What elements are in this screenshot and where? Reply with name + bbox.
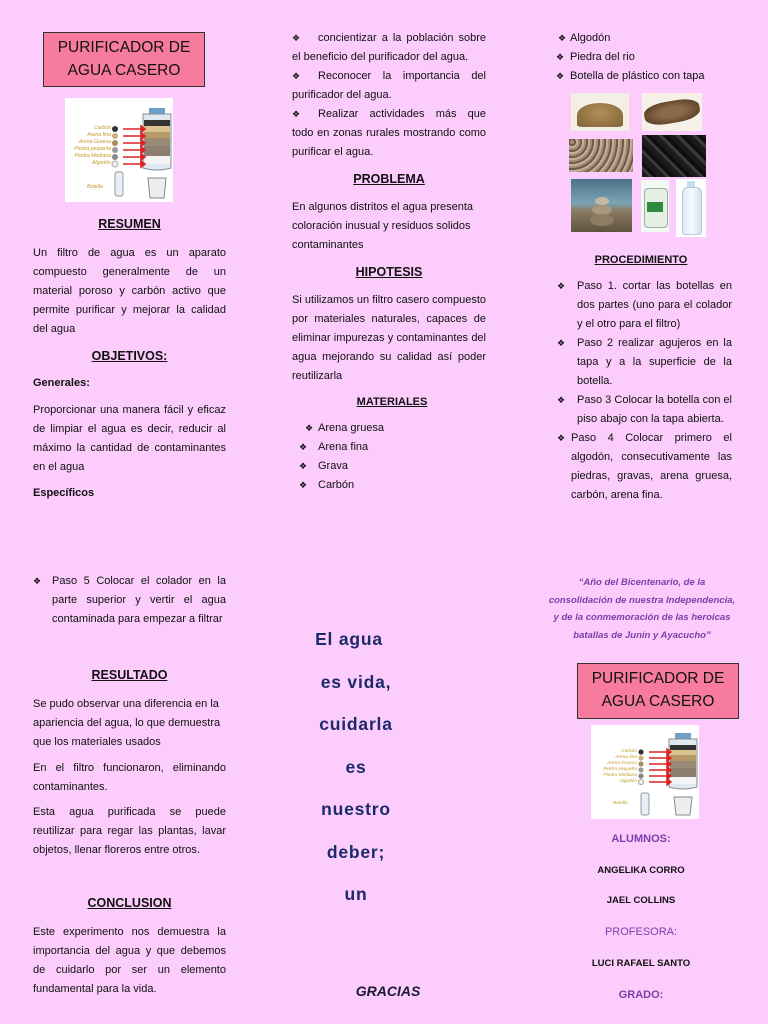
cotton-photo (641, 180, 669, 232)
diagram-label-piedra-pequena: Piedra pequeña (603, 767, 637, 772)
diamond-bullet-icon: ❖ (292, 109, 301, 119)
slogan-line-1: El agua (315, 629, 383, 649)
diamond-bullet-icon: ❖ (557, 338, 566, 348)
diagram-label-algodon: Algodón (91, 160, 111, 166)
resultado-p2: En el filtro funcionaron, eliminando contaminantes. (33, 762, 226, 793)
material-grava: Grava (318, 460, 348, 472)
alumno-2: JAEL COLLINS (606, 895, 676, 906)
list-item (292, 105, 486, 162)
materiales-list (299, 419, 479, 495)
gravel-photo (569, 139, 633, 172)
list-item (33, 572, 226, 629)
profesora-label: PROFESORA: (604, 926, 678, 938)
filter-diagram (65, 98, 173, 202)
brochure-title-front (43, 32, 205, 87)
resultado-p1: Se pudo observar una diferencia en la apariencia del agua, lo que demuestra que los materiales usados (33, 698, 221, 748)
title-text: PURIFICADOR DE AGUA CASERO (57, 39, 191, 79)
diamond-bullet-icon: ❖ (557, 433, 566, 443)
especificos-label: Específicos (33, 487, 95, 499)
resumen-heading: RESUMEN (98, 217, 161, 231)
list-item (299, 419, 479, 438)
list-item (556, 29, 746, 48)
objetivo-3: Realizar actividades más que todo en zonas rurales mostrando como purificar el agua. (292, 108, 486, 158)
list-item (556, 67, 746, 86)
slogan-line-6: deber; (326, 842, 386, 862)
materiales-cont-list (556, 29, 746, 86)
problema-heading: PROBLEMA (353, 172, 425, 186)
diagram-label-botella: Botella (87, 184, 103, 190)
diagram-label-arena-fina: Arena fina (615, 755, 637, 760)
materiales-heading: MATERIALES (356, 396, 428, 408)
generales-label: Generales: (33, 377, 90, 389)
list-item (299, 476, 479, 495)
diamond-bullet-icon: ❖ (557, 395, 566, 405)
procedimiento-heading: PROCEDIMIENTO (594, 254, 688, 266)
resultado-p3: Esta agua purificada se puede reutilizar para regar las plantas, lavar objetos, llenar floreros entre otros. (33, 806, 226, 856)
diamond-bullet-icon: ❖ (305, 423, 314, 433)
diagram-label-algodon: Algodón (619, 779, 637, 784)
alumno-1: ANGELIKA CORRO (597, 865, 685, 876)
paso5-text: Paso 5 Colocar el colador en la parte superior y vertir el agua contaminada para empezar a filtrar (52, 575, 226, 625)
material-botella: Botella de plástico con tapa (570, 70, 705, 82)
diagram-label-carbon: Carbón (93, 125, 111, 131)
list-item (556, 48, 746, 67)
problema-text: En algunos distritos el agua presenta coloración inusual y residuos solidos contaminantes (292, 201, 474, 251)
paso-4: Paso 4 Colocar primero el algodón, consecutivamente las piedras, gravas, arena gruesa, carbón, arena fina. (571, 432, 732, 501)
diamond-bullet-icon: ❖ (299, 442, 308, 452)
diagram-label-piedra-mediana: Piedra Mediana (603, 773, 637, 778)
objetivo-2: Reconocer la importancia del purificador del agua. (292, 70, 486, 101)
list-item (292, 67, 486, 105)
diagram-label-arena-gruesa: Arena Gruesa (607, 761, 637, 766)
paso-1: Paso 1. cortar las botellas en dos partes (uno para el colador y el otro para el filtro) (577, 280, 732, 330)
hipotesis-text: Si utilizamos un filtro casero compuesto por materiales naturales, capaces de eliminar impurezas y contaminantes del agua mejorando su calidad así poder reutilizarla (292, 294, 486, 382)
paso5-list (33, 572, 226, 629)
coarse-sand-photo (642, 93, 702, 131)
list-item (557, 277, 732, 334)
alumnos-label: ALUMNOS: (611, 833, 671, 845)
slogan-line-2: es vida, (320, 672, 392, 692)
list-item (557, 391, 732, 429)
list-item (557, 429, 732, 505)
diamond-bullet-icon: ❖ (556, 71, 565, 81)
diagram-label-botella: Botella (613, 801, 628, 806)
slogan-line-3: cuidarla (319, 714, 393, 734)
list-item (292, 29, 486, 67)
grado-label: GRADO: (618, 989, 664, 1001)
title-text: PURIFICADOR DE AGUA CASERO (591, 670, 725, 710)
brochure-title-back (577, 663, 739, 719)
paso-3: Paso 3 Colocar la botella con el piso abajo con la tapa abierta. (577, 394, 732, 425)
material-algodon: Algodón (570, 32, 611, 44)
diagram-label-carbon: Carbón (621, 749, 637, 754)
year-quote: “Año del Bicentenario, de la consolidación de nuestra Independencia, y de la conmemoración de las heroicas batallas de Junín y Ayacucho” (548, 577, 736, 641)
diagram-label-arena-fina: Arena fina (87, 132, 111, 138)
river-stones-photo (571, 179, 632, 232)
material-carbon: Carbón (318, 479, 355, 491)
diagram-label-piedra-pequena: Piedra pequeña (74, 146, 111, 152)
material-arena-fina: Arena fina (318, 441, 369, 453)
diamond-bullet-icon: ❖ (292, 71, 301, 81)
resumen-text: Un filtro de agua es un aparato compuesto generalmente de un material poroso y carbón activo que permite purificar y mejorar la calidad del agua (33, 247, 226, 335)
diagram-label-piedra-mediana: Piedra Mediana (74, 153, 111, 159)
objetivo-1: concientizar a la población sobre el beneficio del purificador del agua. (292, 32, 486, 63)
slogan-line-5: nuestro (321, 799, 391, 819)
diamond-bullet-icon: ❖ (292, 33, 301, 43)
slogan-line-4: es (345, 757, 367, 777)
sand-photo (571, 93, 629, 131)
objetivos-especificos-list (292, 29, 486, 162)
slogan-line-7: un (344, 884, 368, 904)
list-item (299, 457, 479, 476)
gracias-text: GRACIAS (355, 983, 421, 999)
generales-text: Proporcionar una manera fácil y eficaz de limpiar el agua es decir, reducir al máximo la cantidad de contaminantes en el agua (33, 404, 226, 473)
diamond-bullet-icon: ❖ (557, 281, 566, 291)
diamond-bullet-icon: ❖ (558, 33, 567, 43)
hipotesis-heading: HIPOTESIS (355, 265, 423, 279)
plastic-bottle-photo (676, 179, 706, 237)
profesora-name: LUCI RAFAEL SANTO (591, 958, 691, 969)
charcoal-photo (642, 135, 706, 177)
diamond-bullet-icon: ❖ (33, 576, 42, 586)
material-arena-gruesa: Arena gruesa (318, 422, 385, 434)
conclusion-heading: CONCLUSION (87, 896, 172, 910)
diamond-bullet-icon: ❖ (556, 52, 565, 62)
paso-2: Paso 2 realizar agujeros en la tapa y a la superficie de la botella. (577, 337, 732, 387)
diamond-bullet-icon: ❖ (299, 461, 308, 471)
procedimiento-list (557, 277, 732, 505)
filter-diagram-small (591, 725, 699, 819)
diagram-label-arena-gruesa: Arena Gruesa (78, 139, 111, 145)
resultado-heading: RESULTADO (91, 668, 168, 682)
list-item (299, 438, 479, 457)
material-piedra-rio: Piedra del rio (570, 51, 635, 63)
conclusion-text: Este experimento nos demuestra la importancia del agua y que debemos de cuidarlo por ser un elemento fundamental para la vida. (33, 926, 226, 995)
list-item (557, 334, 732, 391)
objetivos-heading: OBJETIVOS: (91, 349, 168, 363)
diamond-bullet-icon: ❖ (299, 480, 308, 490)
